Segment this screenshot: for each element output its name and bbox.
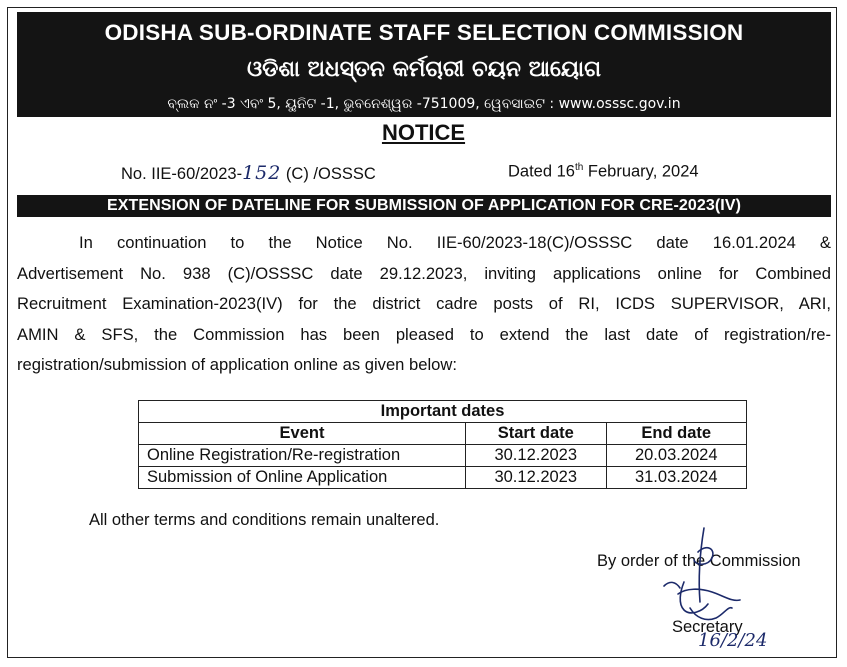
signature-stroke — [694, 548, 713, 565]
notice-title: NOTICE — [381, 120, 466, 145]
table-row — [139, 445, 747, 467]
signature-stroke — [678, 589, 740, 600]
table-caption: Important dates — [139, 401, 747, 423]
cell-end-date: 20.03.2024 — [606, 445, 747, 467]
subject-banner: EXTENSION OF DATELINE FOR SUBMISSION OF APPLICATION FOR CRE-2023(IV) — [17, 195, 831, 217]
org-name-english: ODISHA SUB-ORDINATE STAFF SELECTION COMMISSION — [104, 20, 744, 45]
notice-heading — [0, 120, 847, 146]
body-line: In continuation to the Notice No. IIE-60/2023-18(C)/OSSSC date 16.01.2024 & — [79, 233, 831, 252]
table-row — [139, 467, 747, 489]
terms-note: All other terms and conditions remain unaltered. — [89, 511, 440, 529]
ref-prefix: No. IIE-60/2023- — [121, 165, 243, 183]
cell-end-date: 31.03.2024 — [606, 467, 747, 489]
body-line: Recruitment Examination-2023(IV) for the district cadre posts of RI, ICDS SUPERVISOR, ARI, — [17, 294, 831, 313]
date-prefix: Dated 16 — [508, 162, 575, 181]
signature-date: 16/2/24 — [698, 630, 768, 651]
by-order-line: By order of the Commission — [597, 552, 801, 570]
cell-start-date: 30.12.2023 — [466, 467, 607, 489]
body-line: AMIN & SFS, the Commission has been pleased to extend the last date of registration/re- — [17, 324, 831, 344]
signature-stroke — [680, 582, 708, 613]
signature-stroke — [664, 582, 680, 588]
col-header-start-date: Start date — [466, 423, 607, 445]
table-caption-row — [139, 401, 747, 423]
secretary-designation: Secretary — [672, 618, 743, 636]
table-header-row — [139, 423, 747, 445]
important-dates-table — [138, 400, 747, 489]
cell-start-date: 30.12.2023 — [466, 445, 607, 467]
reference-number — [121, 162, 376, 184]
signature-stroke — [690, 608, 732, 620]
col-header-event: Event — [139, 423, 466, 445]
org-name-odia: ଓଡିଶା ଅଧସ୍ତନ କର୍ମଚାରୀ ଚୟନ ଆୟୋଗ — [247, 57, 601, 82]
letterhead — [17, 12, 831, 117]
handwritten-ref-number: 152 — [242, 162, 282, 184]
org-address: ବ୍ଲକ ନଂ -3 ଏବଂ 5, ୟୁନିଟ -1, ଭୁବନେଶ୍ୱର -751009, ୱେବସାଇଟ : www.osssc.gov.in — [167, 96, 681, 112]
cell-event: Submission of Online Application — [139, 467, 466, 489]
ref-suffix: (C) /OSSSC — [281, 165, 376, 183]
body-line: registration/submission of application online as given below: — [17, 355, 457, 374]
notice-date — [508, 162, 699, 182]
body-paragraph — [17, 228, 831, 381]
cell-event: Online Registration/Re-registration — [139, 445, 466, 467]
handwritten-signature — [640, 522, 790, 662]
date-ordinal: th — [574, 162, 584, 173]
date-suffix: February, 2024 — [583, 162, 699, 181]
body-line: Advertisement No. 938 (C)/OSSSC date 29.12.2023, inviting applications online for Combined — [17, 263, 831, 283]
col-header-end-date: End date — [606, 423, 747, 445]
